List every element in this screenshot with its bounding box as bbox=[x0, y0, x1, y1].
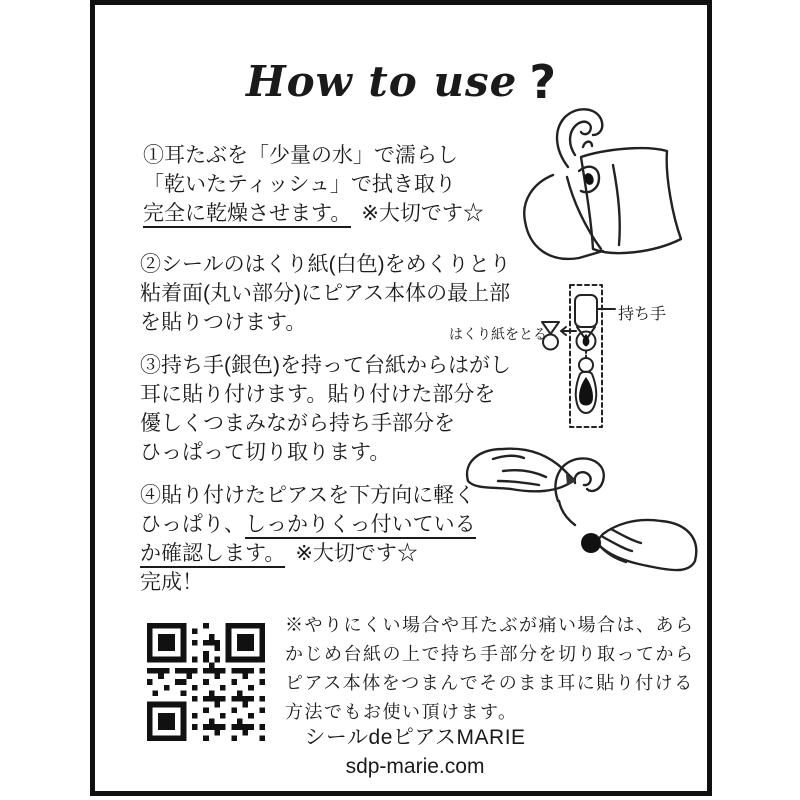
step-4-line-2 bbox=[140, 510, 476, 539]
hands-pulling-illustration bbox=[463, 441, 698, 593]
title-script-text: How to use bbox=[245, 57, 518, 106]
step-1-text bbox=[143, 141, 484, 228]
note-line-1: ※やりにくい場合や耳たぶが痛い場合は、あら bbox=[285, 615, 695, 635]
ear-tissue-illustration bbox=[493, 105, 693, 270]
note-line-4: 方法でもお使い頂けます。 bbox=[285, 702, 518, 722]
page-title bbox=[95, 55, 707, 109]
step-4-text bbox=[140, 481, 476, 597]
step-4-line-1: ④貼り付けたピアスを下方向に軽く bbox=[140, 484, 476, 507]
step-4-underlined-a: しっかりくっ付いている bbox=[245, 513, 476, 539]
step-3-line-4: ひっぱって切り取ります。 bbox=[140, 441, 391, 464]
step-4-underlined-b: か確認します。 bbox=[140, 542, 285, 568]
brand-url: sdp-marie.com bbox=[345, 755, 485, 778]
step-2-line-2: 粘着面(丸い部分)にピアス本体の最上部 bbox=[140, 282, 511, 305]
step-4-line-2-pre: ひっぱり、 bbox=[140, 513, 245, 536]
step-1-line-1: ①耳たぶを「少量の水」で濡らし bbox=[143, 144, 458, 167]
step-1-line-2: 「乾いたティッシュ」で拭き取り bbox=[143, 173, 456, 196]
peel-label: はくり紙をとる bbox=[449, 326, 547, 342]
earring-drop bbox=[579, 377, 593, 406]
note-line-2: かじめ台紙の上で持ち手部分を切り取ってから bbox=[285, 644, 695, 664]
note-line-3: ピアス本体をつまんでそのまま耳に貼り付ける bbox=[285, 673, 694, 693]
step-1-important: ※大切です☆ bbox=[361, 202, 484, 225]
step-1-line-3 bbox=[143, 199, 484, 228]
step-3-line-1: ③持ち手(銀色)を持って台紙からはがし bbox=[140, 354, 511, 377]
note-text bbox=[285, 611, 695, 727]
step-1-underlined: 完全に乾燥させます。 bbox=[143, 202, 351, 228]
handle-shape bbox=[575, 295, 597, 327]
handle-label: 持ち手 bbox=[618, 306, 667, 323]
step-2-line-1: ②シールのはくり紙(白色)をめくりとり bbox=[140, 253, 511, 276]
brand-name: シールdeピアスMARIE bbox=[304, 726, 526, 749]
step-4-line-4: 完成！ bbox=[140, 571, 203, 594]
step-4-line-3 bbox=[140, 539, 476, 568]
earring-dot bbox=[581, 533, 601, 553]
step-3-text bbox=[140, 351, 511, 467]
step-4-important: ※大切です☆ bbox=[295, 542, 418, 565]
step-2-line-3: を貼りつけます。 bbox=[140, 311, 307, 334]
step-3-line-2: 耳に貼り付けます。貼り付けた部分を bbox=[140, 383, 496, 406]
footer bbox=[205, 721, 625, 779]
card-frame bbox=[90, 0, 712, 796]
step-3-line-3: 優しくつまみながら持ち手部分を bbox=[140, 412, 455, 435]
title-question-mark: ? bbox=[529, 55, 557, 109]
